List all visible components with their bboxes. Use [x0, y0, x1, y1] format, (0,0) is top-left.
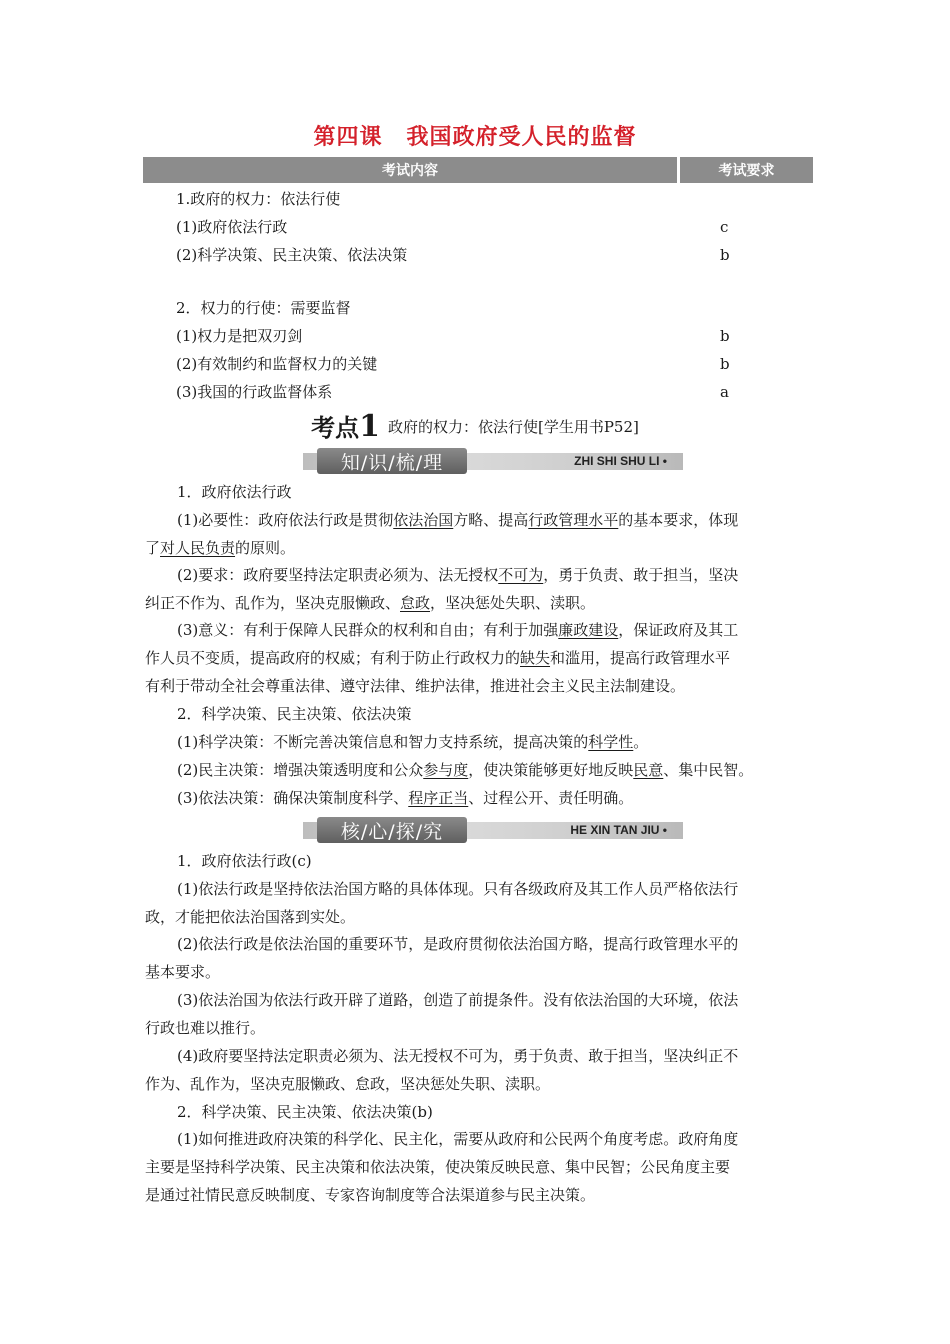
text: 方略、提高 — [453, 511, 529, 529]
key-term: 行政管理水平 — [528, 511, 619, 529]
text: (2)民主决策：增强决策透明度和公众 — [177, 761, 424, 779]
text: 作人员不变质，提高政府的权威；有利于防止行政权力的 — [145, 649, 521, 667]
text: (3)依法决策：确保决策制度科学、 — [177, 789, 409, 807]
paragraph-line — [145, 647, 810, 669]
kaodian-label: 考点 — [311, 414, 360, 442]
paragraph-line — [177, 759, 810, 781]
row-content: (1)政府依法行政 — [176, 218, 288, 236]
row-content: 1.政府的权力：依法行使 — [176, 190, 341, 208]
paragraph-line: 有利于带动全社会尊重法律、遵守法律、维护法律，推进社会主义民主法制建设。 — [145, 677, 686, 695]
paragraph-line — [177, 509, 810, 531]
kaodian-text: 政府的权力：依法行使[学生用书P52] — [387, 418, 639, 436]
row-content: (2)有效制约和监督权力的关键 — [176, 355, 378, 373]
table-row — [143, 353, 813, 375]
text: 。 — [633, 733, 649, 751]
key-term: 不可为 — [498, 566, 544, 584]
section-banner-core — [303, 819, 683, 841]
text: ，保证政府及其工 — [618, 621, 739, 639]
paragraph-line — [177, 731, 810, 753]
key-term: 缺失 — [520, 649, 551, 667]
key-term: 科学性 — [588, 733, 634, 751]
text: (2)要求：政府要坚持法定职责必须为、法无授权 — [177, 566, 499, 584]
paragraph-line: (2)依法行政是依法治国的重要环节，是政府贯彻依法治国方略，提高行政管理水平的 — [177, 935, 739, 953]
section-heading: 2．科学决策、民主决策、依法决策(b) — [177, 1103, 433, 1121]
paragraph-line — [145, 592, 810, 614]
paragraph-line: (4)政府要坚持法定职责必须为、法无授权不可为，勇于负责、敢于担当，坚决纠正不 — [177, 1047, 739, 1065]
row-level: b — [720, 355, 730, 373]
text: (1)科学决策：不断完善决策信息和智力支持系统，提高决策的 — [177, 733, 589, 751]
table-row — [143, 297, 813, 319]
row-level: c — [720, 218, 729, 236]
kaodian-number: 1 — [359, 409, 380, 444]
paragraph-line: (3)依法治国为依法行政开辟了道路，创造了前提条件。没有依法治国的大环境，依法 — [177, 991, 739, 1009]
banner-pinyin: HE XIN TAN JIU • — [570, 823, 667, 837]
paragraph-line: 行政也难以推行。 — [145, 1019, 266, 1037]
paragraph-line: 基本要求。 — [145, 963, 221, 981]
text: 和滥用，提高行政管理水平 — [550, 649, 731, 667]
text: ，坚决惩处失职、渎职。 — [430, 594, 596, 612]
row-level: a — [720, 383, 729, 401]
text: (3)意义：有利于保障人民群众的权利和自由；有利于加强 — [177, 621, 559, 639]
row-level: b — [720, 327, 730, 345]
paragraph-line — [177, 787, 810, 809]
table-row — [143, 325, 813, 347]
table-row — [143, 188, 813, 210]
paragraph-line: 政，才能把依法治国落到实处。 — [145, 908, 356, 926]
key-term: 廉政建设 — [558, 621, 619, 639]
table-row — [143, 216, 813, 238]
lesson-number: 第四课 — [313, 124, 383, 150]
paragraph-line: 是通过社情民意反映制度、专家咨询制度等合法渠道参与民主决策。 — [145, 1186, 596, 1204]
key-term: 程序正当 — [408, 789, 469, 807]
text: 了 — [145, 539, 161, 557]
text: 的原则。 — [235, 539, 296, 557]
text: 的基本要求，体现 — [618, 511, 739, 529]
table-row — [143, 244, 813, 266]
row-content: (3)我国的行政监督体系 — [176, 383, 333, 401]
kaodian-heading — [0, 408, 950, 444]
paragraph-line — [177, 564, 810, 586]
text: 、过程公开、责任明确。 — [468, 789, 634, 807]
paragraph-line: (1)如何推进政府决策的科学化、民主化，需要从政府和公民两个角度考虑。政府角度 — [177, 1130, 739, 1148]
row-level: b — [720, 246, 730, 264]
paragraph-line — [145, 537, 810, 559]
section-banner-knowledge — [303, 450, 683, 472]
table-header — [143, 157, 813, 183]
paragraph-line: 作为、乱作为，坚决克服懒政、怠政，坚决惩处失职、渎职。 — [145, 1075, 551, 1093]
paragraph-line: 主要是坚持科学决策、民主决策和依法决策，使决策反映民意、集中民智；公民角度主要 — [145, 1158, 731, 1176]
section-heading: 1．政府依法行政(c) — [177, 852, 312, 870]
banner-title: 知/识/梳/理 — [317, 448, 467, 474]
key-term: 对人民负责 — [160, 539, 236, 557]
header-requirement: 考试要求 — [680, 157, 813, 183]
lesson-title — [0, 120, 950, 151]
text: ，勇于负责、敢于担当，坚决 — [543, 566, 739, 584]
key-term: 参与度 — [423, 761, 469, 779]
section-heading: 1．政府依法行政 — [177, 483, 292, 501]
paragraph-line: (1)依法行政是坚持依法治国方略的具体体现。只有各级政府及其工作人员严格依法行 — [177, 880, 739, 898]
text: (1)必要性：政府依法行政是贯彻 — [177, 511, 394, 529]
row-content: (1)权力是把双刃剑 — [176, 327, 303, 345]
key-term: 民意 — [633, 761, 664, 779]
key-term: 依法治国 — [393, 511, 454, 529]
paragraph-line — [177, 619, 810, 641]
text: ，使决策能够更好地反映 — [468, 761, 634, 779]
banner-pinyin: ZHI SHI SHU LI • — [574, 454, 667, 468]
requirements-table — [143, 157, 813, 401]
text: 纠正不作为、乱作为，坚决克服懒政、 — [145, 594, 401, 612]
table-row — [143, 381, 813, 403]
row-content: 2．权力的行使：需要监督 — [176, 299, 351, 317]
lesson-name: 我国政府受人民的监督 — [406, 124, 637, 150]
section-heading: 2．科学决策、民主决策、依法决策 — [177, 705, 412, 723]
header-content: 考试内容 — [143, 157, 677, 183]
row-content: (2)科学决策、民主决策、依法决策 — [176, 246, 408, 264]
text: 、集中民智。 — [663, 761, 754, 779]
banner-title: 核/心/探/究 — [317, 817, 467, 843]
key-term: 怠政 — [400, 594, 431, 612]
